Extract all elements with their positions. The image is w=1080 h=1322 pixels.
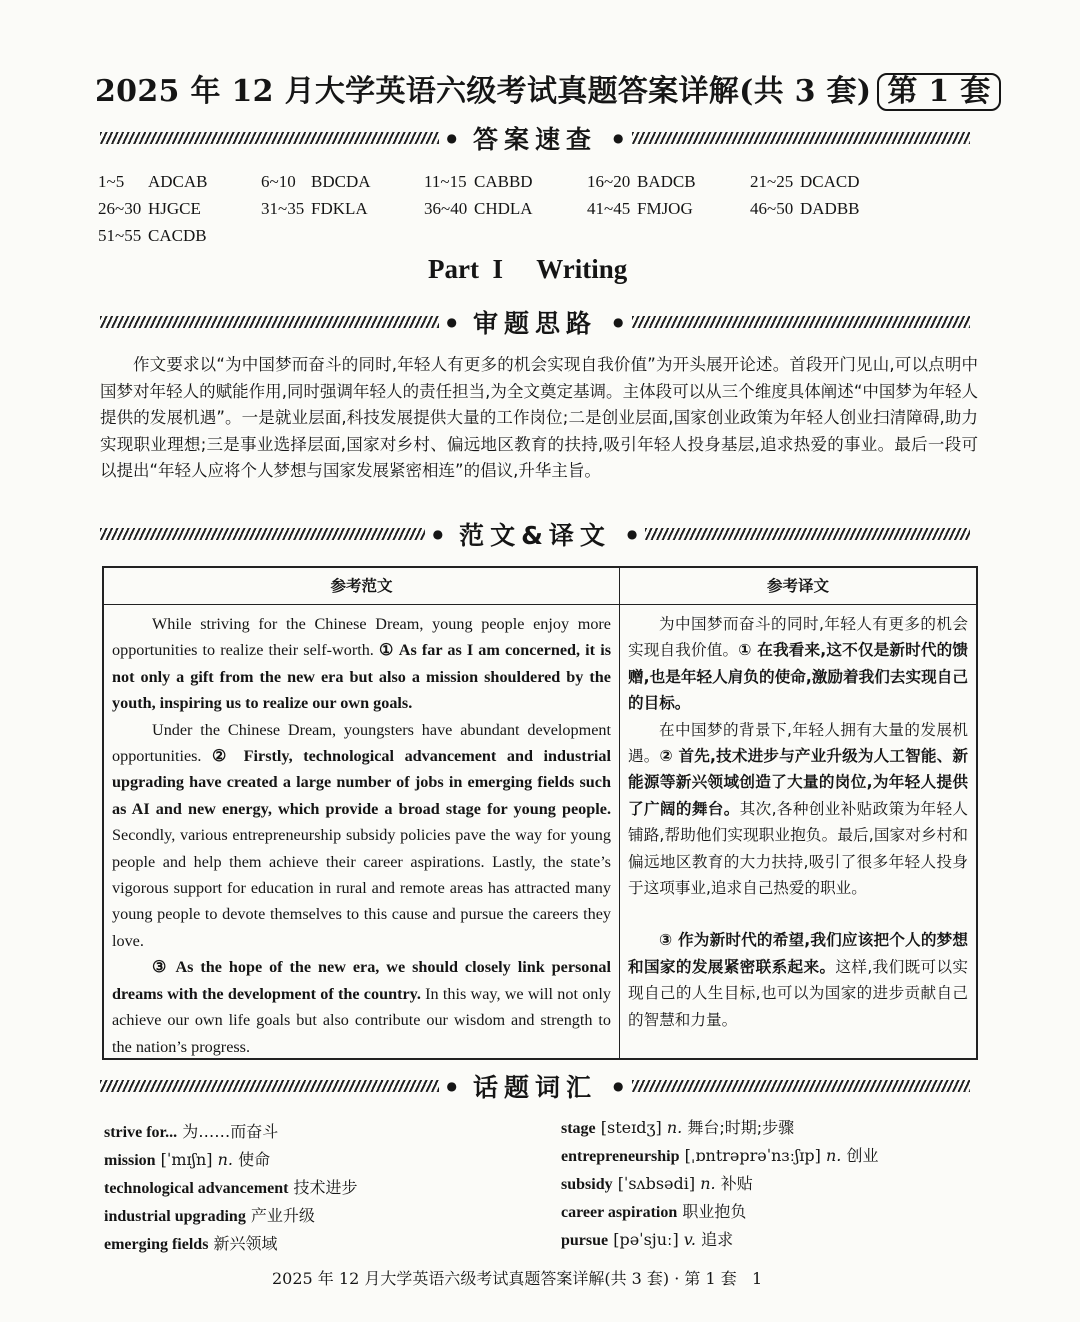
english-column-header: 参考范文 bbox=[104, 568, 619, 605]
vocab-item: technological advancement 技术进步 bbox=[104, 1178, 358, 1197]
section-divider-sample: ● 范文&译文 ● bbox=[100, 516, 970, 552]
chinese-column bbox=[620, 568, 976, 1058]
essay-paragraph: While striving for the Chinese Dream, young people enjoy more opportunities to realize their self-worth. ① As far as I am concerned, it is not only a gift from the new era but also a mission shouldered by the youth, inspiring us to realize our own goals. bbox=[112, 615, 611, 713]
answer-key bbox=[98, 168, 978, 249]
section-title-sample: 范文&译文 bbox=[459, 521, 611, 550]
translation-paragraph: 为中国梦而奋斗的同时,年轻人有更多的机会实现自我价值。① 在我看来,这不仅是新时代的馈赠,也是年轻人肩负的使命,激励着我们去实现自己的目标。 bbox=[628, 615, 968, 713]
answer-cell: 41~45 FMJOG bbox=[587, 198, 693, 218]
answer-cell: 51~55 CACDB bbox=[98, 225, 207, 245]
vocab-item: pursue [pəˈsjuː] v. 追求 bbox=[561, 1230, 734, 1249]
vocab-list-left bbox=[104, 1118, 358, 1258]
sample-essay-table bbox=[102, 566, 978, 1060]
title-main: 2025 年 12 月大学英语六级考试真题答案详解(共 3 套) bbox=[95, 74, 872, 109]
page-footer: 2025 年 12 月大学英语六级考试真题答案详解(共 3 套) · 第 1 套 1 bbox=[272, 1269, 763, 1288]
essay-paragraph: Under the Chinese Dream, youngsters have abundant development opportunities. ② Firstly, technological advancement and industrial upgrading have created a large number of jobs in emerging fields such as AI and new energy, which provide a broad stage for young people. Secondly, various entrepreneurship subsidy policies pave the way for young people and help them achieve their career aspirations. Lastly, the state’s vigorous support for education in rural and remote areas has attracted many young people to devote themselves to this cause and pursue the careers they love. bbox=[112, 720, 611, 950]
essay-paragraph: ③ As the hope of the new era, we should closely link personal dreams with the development of the country. In this way, we will not only achieve our own life goals but also contribute our wisdom and strength to the nation’s progress. bbox=[112, 958, 611, 1056]
answer-cell: 1~5 ADCAB bbox=[98, 171, 208, 191]
answer-cell: 11~15 CABBD bbox=[424, 171, 533, 191]
section-divider-answers: ● 答案速查 ● bbox=[100, 120, 970, 156]
part-title: Part I Writing bbox=[428, 254, 628, 284]
english-column bbox=[104, 568, 620, 1058]
analysis-paragraph: 作文要求以“为中国梦而奋斗的同时,年轻人有更多的机会实现自我价值”为开头展开论述。首段开门见山,可以点明中国梦对年轻人的赋能作用,同时强调年轻人的责任担当,为全文奠定基调。主体段可以从三个维度具体阐述“中国梦为年轻人提供的发展机遇”。一是就业层面,科技发展提供大量的工作岗位;二是创业层面,国家创业政策为年轻人创业扫清障碍,助力实现职业理想;三是事业选择层面,国家对乡村、偏远地区教育的扶持,吸引年轻人投身基层,追求热爱的事业。最后一段可以提出“年轻人应将个人梦想与国家发展紧密相连”的倡议,升华主旨。 bbox=[100, 355, 978, 480]
answer-cell: 31~35 FDKLA bbox=[261, 198, 368, 218]
answer-row bbox=[98, 195, 978, 222]
vocab-item: industrial upgrading 产业升级 bbox=[104, 1206, 315, 1225]
vocab-item: career aspiration 职业抱负 bbox=[561, 1202, 747, 1221]
vocab-item: stage [steɪdʒ] n. 舞台;时期;步骤 bbox=[561, 1118, 795, 1137]
section-title-answers: 答案速查 bbox=[473, 125, 598, 154]
vocab-item: emerging fields 新兴领域 bbox=[104, 1234, 278, 1253]
vocab-item: strive for... 为……而奋斗 bbox=[104, 1122, 279, 1141]
section-title-analysis: 审题思路 bbox=[473, 309, 598, 338]
section-divider-vocab: ● 话题词汇 ● bbox=[100, 1068, 970, 1104]
answer-row bbox=[98, 168, 978, 195]
vocab-item: subsidy [ˈsʌbsədi] n. 补贴 bbox=[561, 1174, 753, 1193]
answer-cell: 36~40 CHDLA bbox=[424, 198, 533, 218]
answer-cell: 16~20 BADCB bbox=[587, 171, 696, 191]
section-divider-analysis: ● 审题思路 ● bbox=[100, 304, 970, 340]
section-title-vocab: 话题词汇 bbox=[473, 1073, 598, 1102]
answer-row bbox=[98, 222, 978, 249]
chinese-column-header: 参考译文 bbox=[620, 568, 976, 605]
set-badge: 第 1 套 bbox=[877, 73, 1000, 111]
vocab-item: mission [ˈmɪʃn] n. 使命 bbox=[104, 1150, 271, 1169]
vocab-list-right bbox=[561, 1114, 879, 1254]
answer-cell: 26~30 HJGCE bbox=[98, 198, 201, 218]
answer-cell: 6~10 BDCDA bbox=[261, 171, 371, 191]
vocab-item: entrepreneurship [ˌɒntrəprəˈnɜːʃɪp] n. 创业 bbox=[561, 1146, 879, 1165]
translation-paragraph: 在中国梦的背景下,年轻人拥有大量的发展机遇。② 首先,技术进步与产业升级为人工智能、新能源等新兴领域创造了大量的岗位,为年轻人提供了广阔的舞台。其次,各种创业补贴政策为年轻人铺路,帮助他们实现职业抱负。最后,国家对乡村和偏远地区教育的大力扶持,吸引了很多年轻人投身于这项事业,追求自己热爱的职业。 bbox=[628, 720, 968, 898]
answer-cell: 46~50 DADBB bbox=[750, 198, 860, 218]
document-title bbox=[95, 66, 995, 110]
answer-cell: 21~25 DCACD bbox=[750, 171, 860, 191]
translation-paragraph: ③ 作为新时代的希望,我们应该把个人的梦想和国家的发展紧密联系起来。这样,我们既可以实现自己的人生目标,也可以为国家的进步贡献自己的智慧和力量。 bbox=[628, 931, 968, 1029]
